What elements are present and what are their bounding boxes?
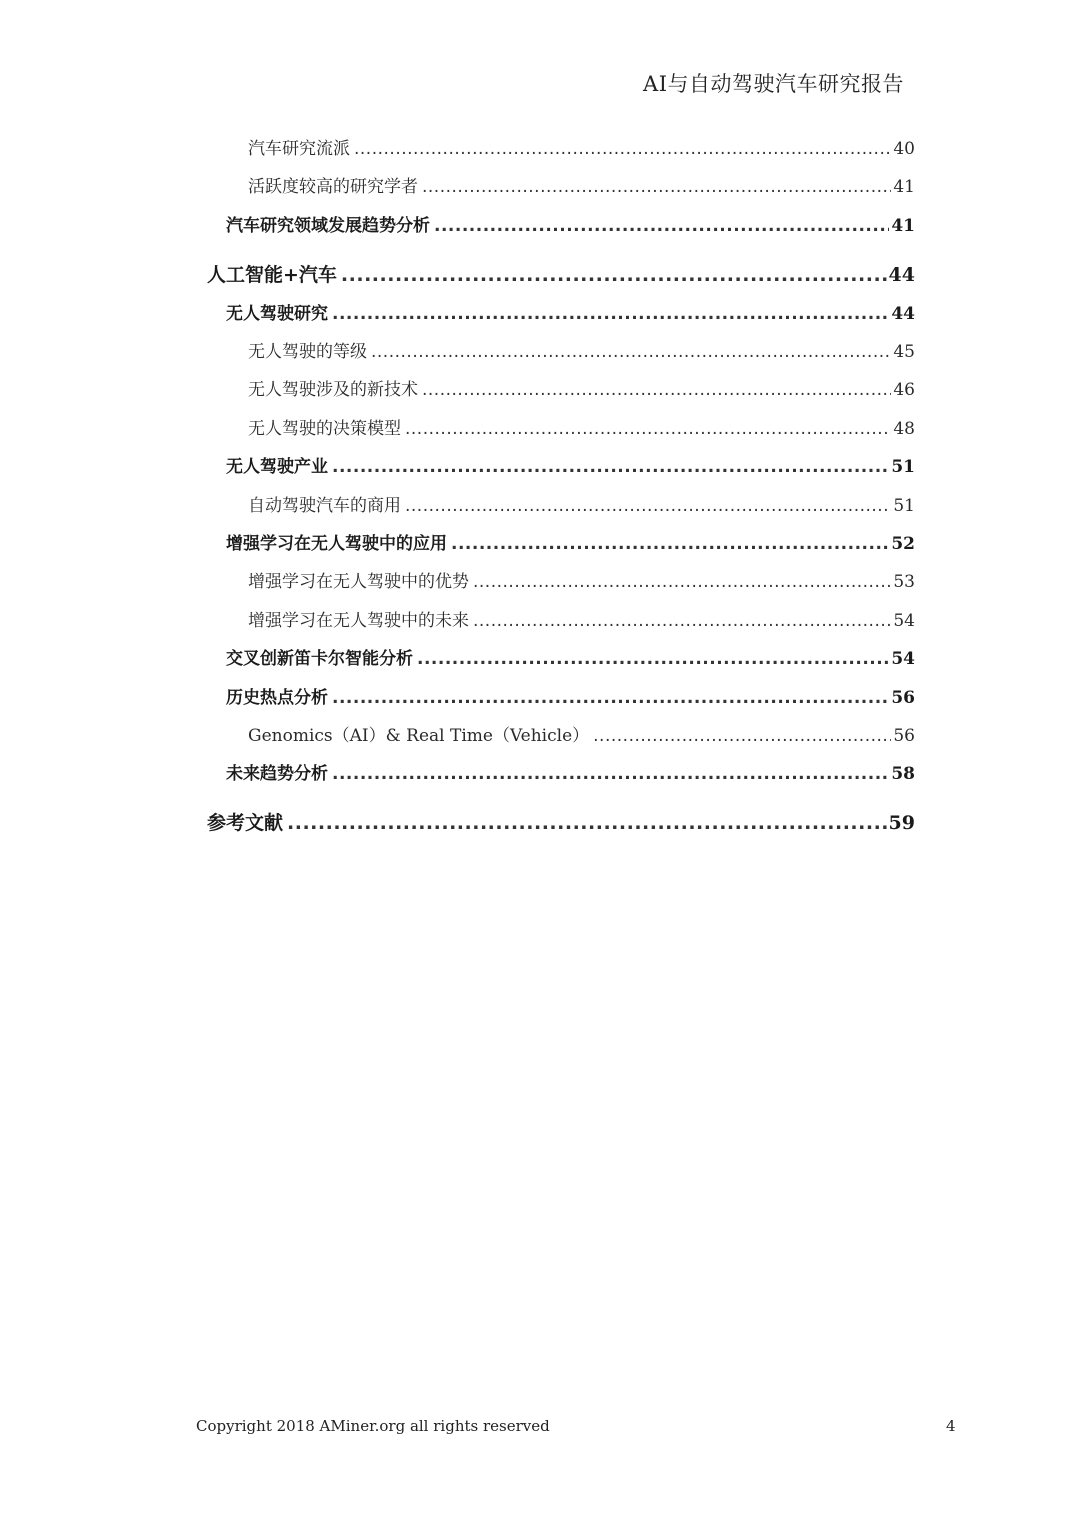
toc-entry-title: 历史热点分析 — [226, 688, 328, 708]
toc-entry-title: 交叉创新笛卡尔智能分析 — [226, 649, 413, 669]
toc-entry-title: 无人驾驶研究 — [226, 304, 328, 324]
toc-entry[interactable] — [248, 567, 915, 597]
toc-entry-page: 41 — [891, 216, 915, 236]
toc-entry-page: 40 — [893, 139, 915, 159]
toc-entry-title: 无人驾驶涉及的新技术 — [248, 380, 418, 400]
dot-leader — [332, 299, 889, 329]
toc-entry-title: 无人驾驶的决策模型 — [248, 419, 401, 439]
toc-entry-page: 53 — [893, 572, 915, 592]
dot-leader — [371, 337, 891, 367]
toc-entry-page: 44 — [888, 264, 915, 286]
dot-leader — [405, 491, 891, 521]
toc-entry-page: 58 — [891, 764, 915, 784]
dot-leader — [332, 452, 889, 482]
toc-entry-page: 56 — [891, 688, 915, 708]
toc-entry-title: 增强学习在无人驾驶中的优势 — [248, 572, 469, 592]
toc-entry-page: 56 — [893, 726, 915, 746]
dot-leader — [354, 134, 891, 164]
footer-copyright: Copyright 2018 AMiner.org all rights reserved — [196, 1417, 550, 1435]
toc-entry-title: 活跃度较高的研究学者 — [248, 177, 418, 197]
dot-leader — [287, 808, 887, 838]
toc-entry-title: 增强学习在无人驾驶中的未来 — [248, 611, 469, 631]
toc-entry[interactable] — [248, 414, 915, 444]
toc-entry[interactable] — [207, 260, 915, 290]
toc-entry-page: 45 — [893, 342, 915, 362]
dot-leader — [593, 721, 891, 751]
toc-entry[interactable] — [248, 337, 915, 367]
dot-leader — [405, 414, 891, 444]
dot-leader — [434, 211, 889, 241]
dot-leader — [417, 644, 889, 674]
toc-entry[interactable] — [226, 529, 915, 559]
dot-leader — [473, 606, 891, 636]
toc-entry-page: 46 — [893, 380, 915, 400]
toc-entry[interactable] — [226, 644, 915, 674]
toc-entry[interactable] — [226, 683, 915, 713]
footer-page-number: 4 — [946, 1417, 956, 1435]
toc-entry[interactable] — [248, 721, 915, 751]
dot-leader — [332, 759, 889, 789]
toc-entry[interactable] — [248, 172, 915, 202]
toc-entry[interactable] — [248, 375, 915, 405]
dot-leader — [341, 260, 887, 290]
toc-entry-title: 无人驾驶产业 — [226, 457, 328, 477]
toc-entry-title: 自动驾驶汽车的商用 — [248, 496, 401, 516]
toc-entry-page: 51 — [891, 457, 915, 477]
toc-entry-title: 参考文献 — [207, 812, 284, 834]
toc-entry-title: 未来趋势分析 — [226, 764, 328, 784]
toc-entry[interactable] — [248, 491, 915, 521]
toc-entry-page: 41 — [893, 177, 915, 197]
toc-entry-page: 54 — [891, 649, 915, 669]
toc-entry-title: 汽车研究流派 — [248, 139, 350, 159]
toc-entry[interactable] — [226, 759, 915, 789]
toc-entry-title: 人工智能+汽车 — [207, 264, 337, 286]
toc-entry[interactable] — [226, 299, 915, 329]
toc-entry[interactable] — [248, 606, 915, 636]
running-header: AI与自动驾驶汽车研究报告 — [643, 72, 904, 96]
dot-leader — [451, 529, 889, 559]
toc-entry-page: 48 — [893, 419, 915, 439]
dot-leader — [422, 375, 891, 405]
dot-leader — [332, 683, 889, 713]
toc-entry-page: 59 — [888, 812, 915, 834]
toc-entry-title: Genomics（AI）& Real Time（Vehicle） — [248, 726, 590, 746]
dot-leader — [473, 567, 891, 597]
dot-leader — [422, 172, 891, 202]
toc-entry[interactable] — [207, 808, 915, 838]
toc-entry[interactable] — [226, 452, 915, 482]
toc-entry-title: 汽车研究领域发展趋势分析 — [226, 216, 430, 236]
toc-entry[interactable] — [226, 211, 915, 241]
toc-entry[interactable] — [248, 134, 915, 164]
toc-entry-title: 增强学习在无人驾驶中的应用 — [226, 534, 447, 554]
toc-entry-page: 52 — [891, 534, 915, 554]
toc-entry-page: 51 — [893, 496, 915, 516]
toc-entry-title: 无人驾驶的等级 — [248, 342, 367, 362]
toc-entry-page: 54 — [893, 611, 915, 631]
toc-entry-page: 44 — [891, 304, 915, 324]
